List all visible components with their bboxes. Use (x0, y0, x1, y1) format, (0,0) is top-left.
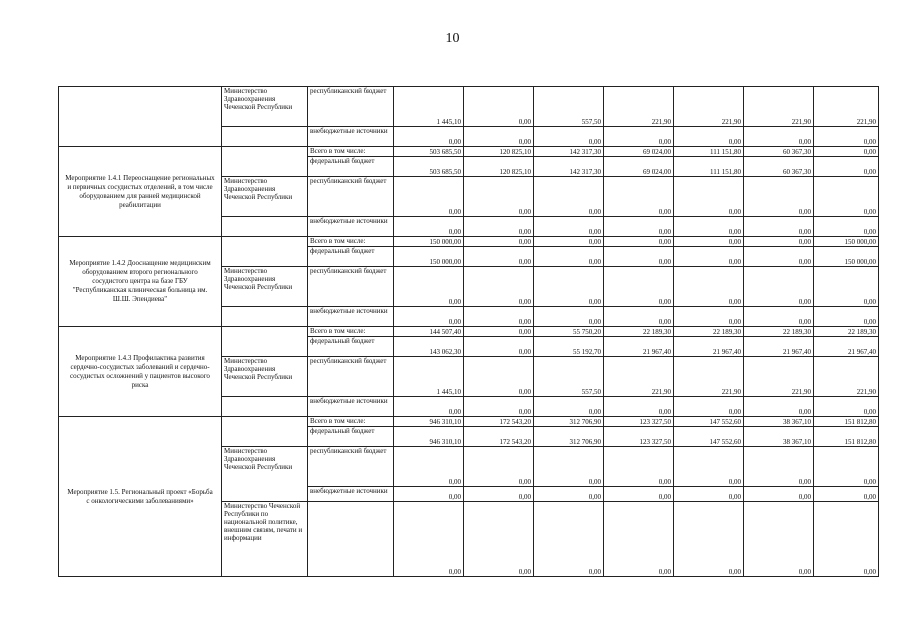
amount-cell: 0,00 (464, 87, 534, 127)
amount-cell: 0,00 (674, 127, 744, 147)
activity-cell (59, 87, 222, 147)
amount-cell: 144 507,40 (394, 327, 464, 337)
amount-cell: 22 189,30 (604, 327, 674, 337)
amount-cell: 0,00 (604, 307, 674, 327)
amount-cell: 1 445,10 (394, 87, 464, 127)
amount-cell: 0,00 (744, 307, 814, 327)
amount-cell: 0,00 (744, 502, 814, 577)
amount-cell: 38 367,10 (744, 417, 814, 427)
activity-cell: Мероприятие 1.4.3 Профилактика развития сердечно-сосудистых заболеваний и сердечно-сосудистых осложнений у пациентов высокого риска (59, 327, 222, 417)
amount-cell: 0,00 (464, 177, 534, 217)
funding-source-cell: республиканский бюджет (308, 447, 394, 487)
funding-source-cell: федеральный бюджет (308, 247, 394, 267)
budget-table (58, 86, 879, 577)
amount-cell: 150 000,00 (814, 247, 879, 267)
amount-cell: 0,00 (534, 307, 604, 327)
amount-cell: 503 685,50 (394, 147, 464, 157)
amount-cell: 0,00 (604, 267, 674, 307)
activity-cell: Мероприятие 1.4.1 Переоснащение региональных и первичных сосудистых отделений, в том числе оборудованием для ранней медицинской реабилитации (59, 147, 222, 237)
amount-cell: 22 189,30 (674, 327, 744, 337)
amount-cell: 0,00 (744, 217, 814, 237)
amount-cell: 946 310,10 (394, 427, 464, 447)
amount-cell: 55 750,20 (534, 327, 604, 337)
amount-cell: 38 367,10 (744, 427, 814, 447)
amount-cell: 0,00 (534, 487, 604, 502)
funding-source-cell: республиканский бюджет (308, 177, 394, 217)
amount-cell: 0,00 (394, 487, 464, 502)
amount-cell: 0,00 (814, 307, 879, 327)
amount-cell: 0,00 (674, 217, 744, 237)
amount-cell: 0,00 (464, 327, 534, 337)
amount-cell: 0,00 (604, 447, 674, 487)
funding-source-cell: федеральный бюджет (308, 427, 394, 447)
executor-cell: Министерство Здравоохранения Чеченской Республики (222, 177, 308, 217)
amount-cell: 557,50 (534, 357, 604, 397)
amount-cell: 312 706,90 (534, 427, 604, 447)
amount-cell: 0,00 (744, 237, 814, 247)
amount-cell: 60 367,30 (744, 147, 814, 157)
amount-cell: 0,00 (534, 397, 604, 417)
executor-cell (222, 237, 308, 267)
amount-cell: 120 825,10 (464, 157, 534, 177)
funding-source-cell: республиканский бюджет (308, 357, 394, 397)
amount-cell: 69 024,00 (604, 147, 674, 157)
amount-cell: 0,00 (534, 247, 604, 267)
amount-cell: 0,00 (534, 217, 604, 237)
amount-cell: 0,00 (464, 217, 534, 237)
amount-cell: 0,00 (534, 127, 604, 147)
funding-source-cell: федеральный бюджет (308, 157, 394, 177)
amount-cell: 1 445,10 (394, 357, 464, 397)
amount-cell: 21 967,40 (744, 337, 814, 357)
amount-cell: 0,00 (604, 247, 674, 267)
activity-cell: Мероприятие 1.5. Региональный проект «Борьба с онкологическими заболеваниями» (59, 417, 222, 577)
executor-cell (222, 217, 308, 237)
amount-cell: 150 000,00 (814, 237, 879, 247)
funding-source-cell: Всего в том числе: (308, 327, 394, 337)
amount-cell: 0,00 (464, 337, 534, 357)
amount-cell: 0,00 (464, 397, 534, 417)
amount-cell: 312 706,90 (534, 417, 604, 427)
amount-cell: 0,00 (674, 447, 744, 487)
amount-cell: 221,90 (604, 87, 674, 127)
executor-cell: Министерство Здравоохранения Чеченской Республики (222, 267, 308, 307)
amount-cell: 0,00 (744, 247, 814, 267)
table-row (59, 417, 879, 427)
amount-cell: 0,00 (464, 502, 534, 577)
executor-cell: Министерство Здравоохранения Чеченской Республики (222, 87, 308, 127)
amount-cell: 0,00 (814, 177, 879, 217)
amount-cell: 0,00 (604, 487, 674, 502)
amount-cell: 946 310,10 (394, 417, 464, 427)
amount-cell: 0,00 (464, 127, 534, 147)
table-row (59, 237, 879, 247)
amount-cell: 0,00 (814, 447, 879, 487)
amount-cell: 0,00 (814, 157, 879, 177)
amount-cell: 0,00 (464, 487, 534, 502)
table-body (59, 87, 879, 577)
amount-cell: 0,00 (604, 127, 674, 147)
amount-cell: 60 367,30 (744, 157, 814, 177)
amount-cell: 0,00 (464, 237, 534, 247)
amount-cell: 143 062,30 (394, 337, 464, 357)
amount-cell: 0,00 (674, 487, 744, 502)
amount-cell: 0,00 (534, 502, 604, 577)
amount-cell: 0,00 (674, 177, 744, 217)
amount-cell: 0,00 (674, 307, 744, 327)
amount-cell: 0,00 (394, 502, 464, 577)
amount-cell: 22 189,30 (814, 327, 879, 337)
table-row (59, 87, 879, 127)
amount-cell: 0,00 (534, 447, 604, 487)
amount-cell: 0,00 (394, 217, 464, 237)
amount-cell: 0,00 (604, 217, 674, 237)
amount-cell: 221,90 (604, 357, 674, 397)
amount-cell: 142 317,30 (534, 147, 604, 157)
amount-cell: 221,90 (744, 357, 814, 397)
amount-cell: 0,00 (604, 502, 674, 577)
page-number: 10 (445, 31, 460, 46)
amount-cell: 0,00 (814, 147, 879, 157)
amount-cell: 0,00 (814, 267, 879, 307)
amount-cell: 22 189,30 (744, 327, 814, 337)
funding-source-cell: Всего в том числе: (308, 237, 394, 247)
amount-cell: 0,00 (674, 267, 744, 307)
amount-cell: 0,00 (394, 447, 464, 487)
funding-source-cell: внебюджетные источники (308, 217, 394, 237)
executor-cell (222, 307, 308, 327)
funding-source-cell: внебюджетные источники (308, 397, 394, 417)
amount-cell: 0,00 (604, 397, 674, 417)
amount-cell: 0,00 (604, 177, 674, 217)
amount-cell: 151 812,80 (814, 417, 879, 427)
amount-cell: 0,00 (394, 307, 464, 327)
funding-source-cell: внебюджетные источники (308, 307, 394, 327)
amount-cell: 0,00 (744, 447, 814, 487)
amount-cell: 151 812,80 (814, 427, 879, 447)
amount-cell: 557,50 (534, 87, 604, 127)
amount-cell: 0,00 (814, 502, 879, 577)
amount-cell: 221,90 (744, 87, 814, 127)
executor-cell (222, 127, 308, 147)
amount-cell: 0,00 (464, 357, 534, 397)
amount-cell: 0,00 (464, 447, 534, 487)
amount-cell: 503 685,50 (394, 157, 464, 177)
amount-cell: 150 000,00 (394, 237, 464, 247)
table-row (59, 327, 879, 337)
amount-cell: 147 552,60 (674, 427, 744, 447)
amount-cell: 123 327,50 (604, 427, 674, 447)
amount-cell: 0,00 (464, 307, 534, 327)
amount-cell: 0,00 (534, 267, 604, 307)
executor-cell: Министерство Здравоохранения Чеченской Республики (222, 447, 308, 502)
amount-cell: 0,00 (814, 487, 879, 502)
funding-source-cell: республиканский бюджет (308, 267, 394, 307)
amount-cell: 21 967,40 (604, 337, 674, 357)
executor-cell (222, 327, 308, 357)
amount-cell: 0,00 (534, 237, 604, 247)
table-row (59, 147, 879, 157)
amount-cell: 0,00 (814, 397, 879, 417)
activity-cell: Мероприятие 1.4.2 Дооснащение медицинским оборудованием второго регионального сосудистого центра на базе ГБУ "Республиканская клиническая больница им. Ш.Ш. Эпендиева" (59, 237, 222, 327)
funding-source-cell: Всего в том числе: (308, 147, 394, 157)
executor-cell: Министерство Чеченской Республики по национальной политике, внешним связям, печати и информации (222, 502, 308, 577)
amount-cell: 221,90 (674, 357, 744, 397)
amount-cell: 120 825,10 (464, 147, 534, 157)
amount-cell: 0,00 (674, 397, 744, 417)
amount-cell: 123 327,50 (604, 417, 674, 427)
amount-cell: 172 543,20 (464, 427, 534, 447)
executor-cell (222, 147, 308, 177)
amount-cell: 0,00 (744, 267, 814, 307)
amount-cell: 69 024,00 (604, 157, 674, 177)
amount-cell: 0,00 (604, 237, 674, 247)
amount-cell: 0,00 (534, 177, 604, 217)
amount-cell: 221,90 (814, 357, 879, 397)
funding-source-cell: внебюджетные источники (308, 487, 394, 502)
amount-cell: 172 543,20 (464, 417, 534, 427)
funding-source-cell: Всего в том числе: (308, 417, 394, 427)
funding-source-cell (308, 502, 394, 577)
amount-cell: 0,00 (394, 127, 464, 147)
funding-source-cell: внебюджетные источники (308, 127, 394, 147)
amount-cell: 0,00 (744, 397, 814, 417)
executor-cell: Министерство Здравоохранения Чеченской Республики (222, 357, 308, 397)
amount-cell: 0,00 (394, 177, 464, 217)
amount-cell: 0,00 (674, 247, 744, 267)
amount-cell: 0,00 (674, 237, 744, 247)
amount-cell: 21 967,40 (674, 337, 744, 357)
amount-cell: 0,00 (744, 127, 814, 147)
amount-cell: 0,00 (394, 267, 464, 307)
funding-source-cell: республиканский бюджет (308, 87, 394, 127)
executor-cell (222, 397, 308, 417)
amount-cell: 0,00 (394, 397, 464, 417)
amount-cell: 147 552,60 (674, 417, 744, 427)
amount-cell: 0,00 (674, 502, 744, 577)
amount-cell: 0,00 (464, 247, 534, 267)
amount-cell: 0,00 (744, 487, 814, 502)
amount-cell: 0,00 (814, 217, 879, 237)
amount-cell: 111 151,80 (674, 157, 744, 177)
amount-cell: 0,00 (814, 127, 879, 147)
amount-cell: 111 151,80 (674, 147, 744, 157)
funding-source-cell: федеральный бюджет (308, 337, 394, 357)
amount-cell: 221,90 (814, 87, 879, 127)
amount-cell: 0,00 (744, 177, 814, 217)
amount-cell: 221,90 (674, 87, 744, 127)
amount-cell: 55 192,70 (534, 337, 604, 357)
amount-cell: 142 317,30 (534, 157, 604, 177)
executor-cell (222, 417, 308, 447)
amount-cell: 21 967,40 (814, 337, 879, 357)
amount-cell: 150 000,00 (394, 247, 464, 267)
amount-cell: 0,00 (464, 267, 534, 307)
